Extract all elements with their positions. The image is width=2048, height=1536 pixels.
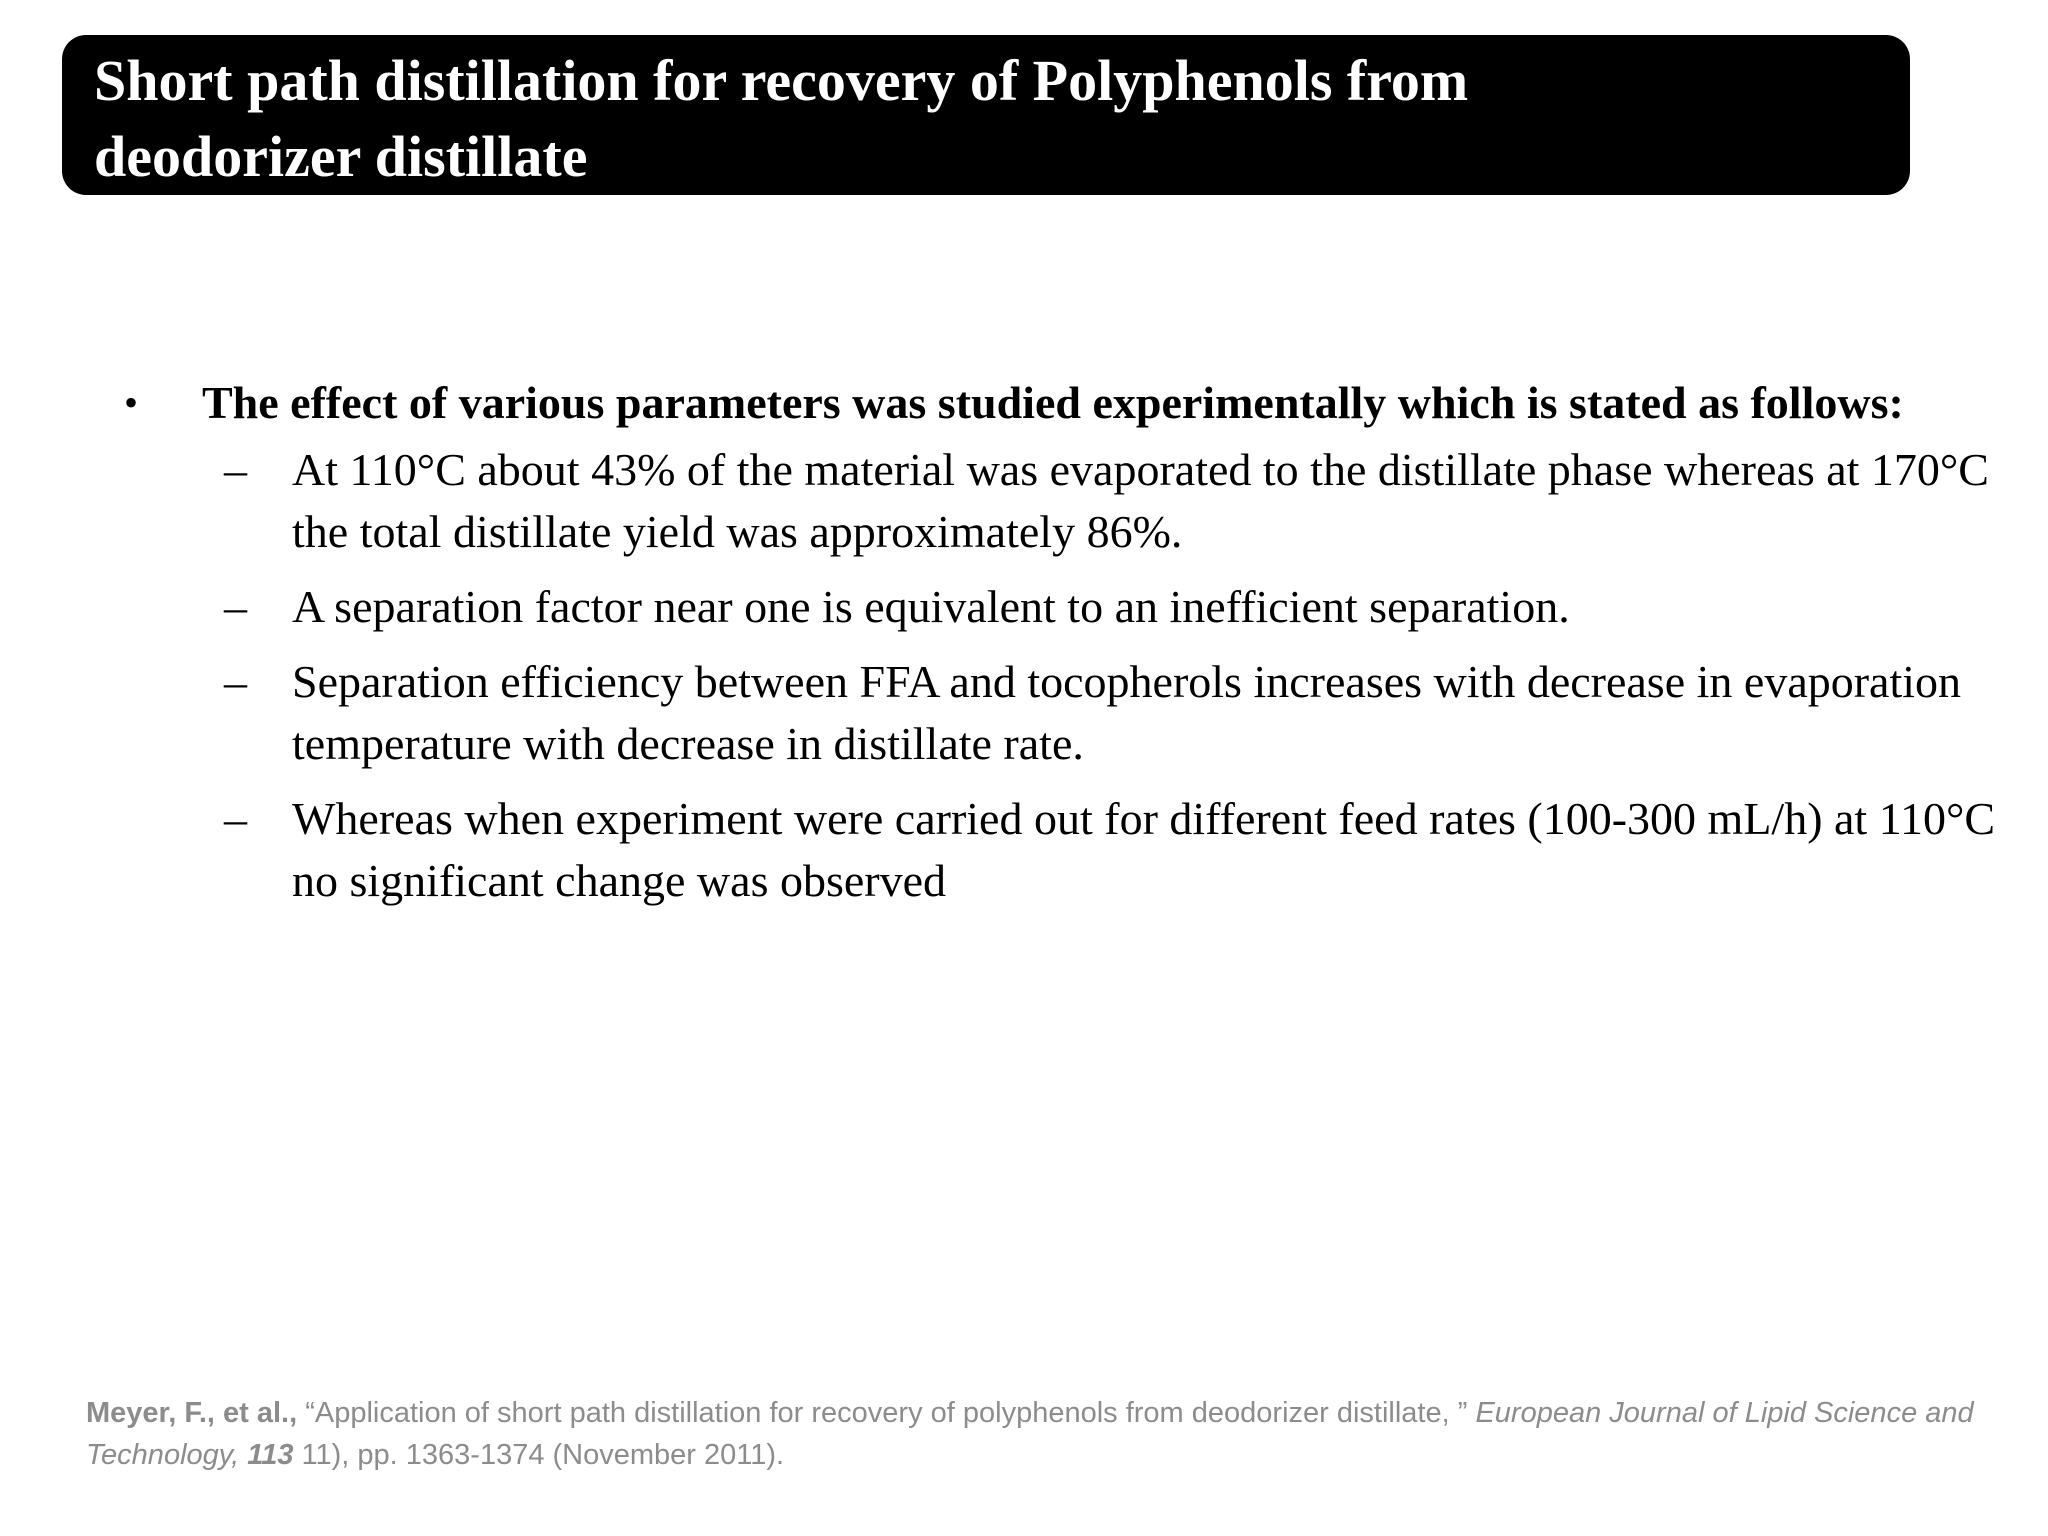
bullet-dot-icon: •	[124, 380, 139, 425]
citation-journal: European Journal of Lipid Science and Technology,	[86, 1397, 1974, 1471]
slide-content	[120, 372, 1996, 925]
slide-title-line-2: deodorizer distillate	[94, 124, 588, 189]
dash-icon: –	[224, 444, 247, 495]
citation-rest: 11), pp. 1363-1374 (November 2011).	[293, 1439, 785, 1471]
sub-bullet-text: Whereas when experiment were carried out for different feed rates (100-300 mL/h) at 110°C no significant change was observed	[292, 793, 1996, 906]
sub-bullet-item	[120, 576, 2048, 638]
sub-bullet-text: At 110°C about 43% of the material was evaporated to the distillate phase whereas at 170°C the total distillate yield was approximately 86%.	[292, 444, 1989, 557]
sub-bullet-item	[120, 439, 2048, 563]
sub-bullet-text: A separation factor near one is equivalent to an inefficient separation.	[292, 581, 1570, 632]
dash-icon: –	[224, 581, 247, 632]
sub-bullet-text: Separation efficiency between FFA and tocopherols increases with decrease in evaporation temperature with decrease in distillate rate.	[292, 656, 1962, 769]
slide-title-line-1: Short path distillation for recovery of Polyphenols from	[94, 48, 1469, 113]
slide-title	[94, 43, 1878, 195]
dash-icon: –	[224, 656, 247, 707]
main-bullet-text: The effect of various parameters was studied experimentally which is stated as follows:	[202, 377, 1904, 428]
sub-bullet-list	[120, 439, 1996, 912]
dash-icon: –	[224, 793, 247, 844]
sub-bullet-item	[120, 651, 2048, 775]
title-bar	[62, 35, 1910, 195]
citation	[86, 1392, 2026, 1476]
main-bullet	[120, 372, 2048, 433]
sub-bullet-item	[120, 788, 2048, 912]
citation-article: “Application of short path distillation for recovery of polyphenols from deodorizer distillate, ”	[297, 1397, 1476, 1429]
citation-volume: 113	[247, 1439, 294, 1471]
citation-authors: Meyer, F., et al.,	[86, 1397, 298, 1429]
